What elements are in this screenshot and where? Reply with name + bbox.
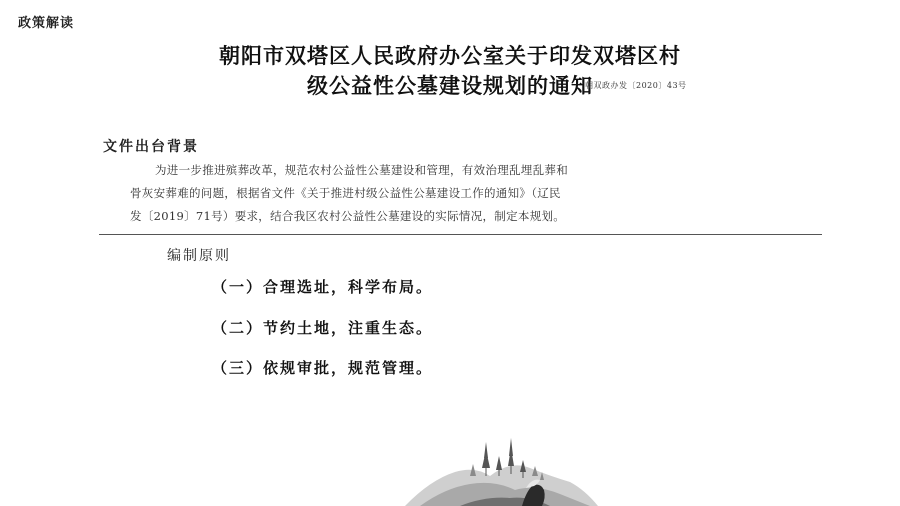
ink-landscape-illustration xyxy=(400,410,600,506)
background-heading: 文件出台背景 xyxy=(103,139,199,155)
document-title-line-1: 朝阳市双塔区人民政府办公室关于印发双塔区村 xyxy=(219,43,681,68)
principle-item: （一）合理选址，科学布局。 xyxy=(212,278,434,296)
principles-heading: 编制原则 xyxy=(167,248,231,264)
section-tag: 政策解读 xyxy=(18,16,75,31)
background-line: 发〔2019〕71号）要求，结合我区农村公益性公墓建设的实际情况，制定本规划。 xyxy=(130,209,566,223)
document-title-line-2: 级公益性公墓建设规划的通知 xyxy=(307,73,593,98)
principle-item: （三）依规审批，规范管理。 xyxy=(212,359,434,377)
background-line: 骨灰安葬难的问题，根据省文件《关于推进村级公益性公墓建设工作的通知》（辽民 xyxy=(130,186,561,200)
background-line: 为进一步推进殡葬改革，规范农村公益性公墓建设和管理，有效治理乱埋乱葬和 xyxy=(155,163,568,177)
background-paragraph xyxy=(130,159,650,228)
section-divider xyxy=(99,234,822,235)
principle-item: （二）节约土地，注重生态。 xyxy=(212,319,434,337)
document-number: 朝双政办发〔2020〕43号 xyxy=(585,81,687,90)
